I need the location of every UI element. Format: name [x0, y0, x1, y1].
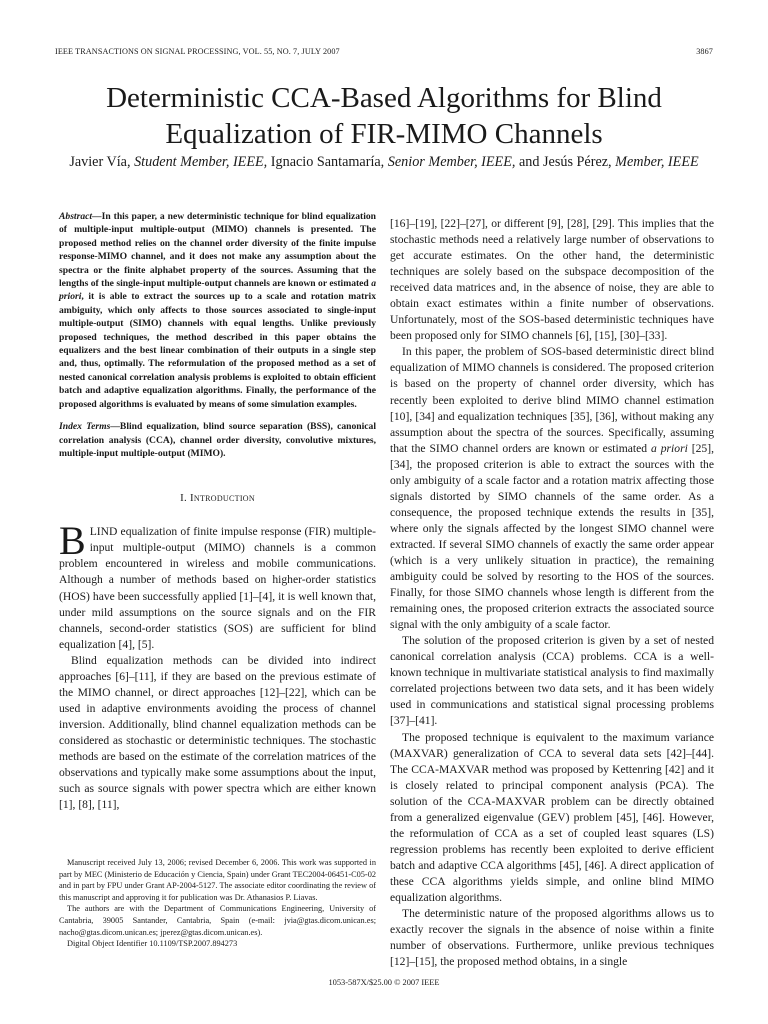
footnote-doi: Digital Object Identifier 10.1109/TSP.2007.894273	[67, 939, 238, 949]
author-2-role: Senior Member, IEEE,	[387, 154, 516, 170]
author-1-name: Javier Vía,	[69, 154, 131, 170]
author-1-role: Student Member, IEEE,	[134, 154, 268, 170]
intro-paragraph-2: Blind equalization methods can be divided into indirect approaches [6]–[11], if they are based on the previous estimate of the MIMO channel, or direct approaches [12]–[22], which can be used in adaptive environments avoiding the process of channel inversion. Additionally, blind channel equalization methods can be considered as stochastic or deterministic techniques. The stochastic methods are based on the estimate of the correlation matrices of the observations and typically make some assumptions about the input, such as source signals with power spectra which are either known [1], [8], [11],	[59, 653, 376, 812]
footnote-manuscript: Manuscript received July 13, 2006; revised December 6, 2006. This work was supported in part by MEC (Ministerio de Educación y Ciencia, Spain) under Grant TEC2004-06451-C05-02 and in part by FPU under Grant AP-2004-5127. The associate editor coordinating the review of this manuscript and approving it for publication was Dr. Athanasios P. Liavas.	[59, 858, 376, 902]
index-terms-label: Index Terms—	[59, 421, 120, 433]
title-line-1: Deterministic CCA-Based Algorithms for Blind	[106, 82, 662, 114]
footnote-affiliation: The authors are with the Department of Communications Engineering, University of Cantabria, 39005 Santander, Cantabria, Spain (e-mail: jvia@gtas.dicom.unican.es; nacho@gtas.dicom.unican.es; jperez@gtas.dicom.unican.es).	[59, 904, 376, 937]
abstract-label: Abstract—	[59, 211, 102, 222]
page-number: 3867	[696, 47, 713, 56]
right-paragraph-1: [16]–[19], [22]–[27], or different [9], [28], [29]. This implies that the stochastic methods need a relatively large number of observations to get accurate estimates. On the other hand, the deterministic techniques are solely based on the subspace decomposition of the received data matrices and, in the absence of noise, they are able to obtain exact estimates within a finite number of observations. Unfortunately, most of the SOS-based deterministic techniques have been proposed only for SIMO channels [6], [15], [30]–[33].	[390, 217, 714, 343]
intro-text	[59, 518, 376, 813]
author-line	[30, 154, 738, 171]
paper-title	[40, 80, 728, 152]
copyright-footer: 1053-587X/$25.00 © 2007 IEEE	[328, 978, 440, 987]
author-3-name: Jesús Pérez,	[543, 154, 612, 170]
index-terms-text: Blind equalization, blind source separation (BSS), canonical correlation analysis (CCA), channel order diversity, convolutive mixtures, multiple-input multiple-output (MIMO).	[59, 421, 376, 459]
right-paragraph-4: The proposed technique is equivalent to the maximum variance (MAXVAR) generalization of CCA to several data sets [42]–[44]. The CCA-MAXVAR method was proposed by Kettenring [42] and it is closely related to principal component analysis (PCA). The solution of the CCA-MAXVAR problem can be directly obtained from a generalized eigenvalue (GEV) problem [45], [46]. However, the reformulation of CCA as a set of coupled least squares (LS) regression problems has recently been exploited to derive efficient batch and adaptive CCA algorithms [45], [46]. A direct application of these CCA algorithms yields simple, and online blind MIMO equalization algorithms.	[390, 730, 714, 904]
abstract-text-2: , it is able to extract the sources up to a scale and rotation matrix ambiguity, which only affects to those sources associated to single-input multiple-output (SIMO) channels with equal lengths. Unlike previously proposed techniques, the method described in this paper obtains the equalizers and the best linear combination of their outputs in a single step and, thus, optimally. The reformulation of the proposed method as a set of nested canonical correlation analysis problems is exploited to obtain efficient batch and adaptive equalization algorithms. Finally, the performance of the proposed algorithms is evaluated by means of some simulation examples.	[59, 291, 376, 410]
intro-paragraph-1	[59, 518, 376, 652]
left-column	[59, 210, 376, 813]
intro-paragraph-1-text: LIND equalization of finite impulse response (FIR) multiple-input multiple-output (MIMO) channels is a common problem encountered in wireless and mobile communications. Although a number of methods based on higher-order statistics (HOS) have been successfully applied [1]–[4], it is well known that, under mild assumptions on the source signals and on the FIR channels, second-order statistics (SOS) are sufficient for blind equalization [4], [5].	[59, 525, 376, 651]
journal-citation: IEEE TRANSACTIONS ON SIGNAL PROCESSING, VOL. 55, NO. 7, JULY 2007	[55, 47, 340, 56]
first-page-footnote	[59, 857, 376, 950]
author-3-role: Member, IEEE	[615, 154, 699, 170]
section-number: I.	[180, 492, 187, 505]
abstract	[59, 210, 376, 411]
right-paragraph-2-apriori: a priori	[650, 441, 688, 455]
right-paragraph-2	[390, 344, 714, 633]
abstract-apriori: a priori	[59, 278, 376, 303]
right-paragraph-2b: [25], [34], the proposed criterion is able to extract the sources with the only ambiguity of a scale factor and a rotation matrix affecting those signals distorted by SIMO channels of the same order. As a consequence, the proposed technique extends the results in [35], where only the signals affected by the longest SIMO channel were extracted. If several SIMO channels of exactly the same order appear (which is a very unlikely situation in practice), the remaining ambiguity could be solved by resorting to the HOS of the sources. Finally, for those SIMO channels whose length is different from the remaining ones, the proposed criterion extracts the associated source signal with the only ambiguity of a scale factor.	[390, 441, 714, 632]
title-line-2: Equalization of FIR-MIMO Channels	[165, 118, 603, 150]
right-paragraph-3: The solution of the proposed criterion is given by a set of nested canonical correlation analysis (CCA) problems. CCA is a well-known technique in multivariate statistical analysis to find maximally correlated projections between two data sets, and it has been widely used in communications and statistical signal processing problems [37]–[41].	[390, 634, 714, 728]
right-paragraph-2a: In this paper, the problem of SOS-based deterministic direct blind equalization of MIMO channels is considered. The proposed criterion is based on the property of channel order diversity, which has recently been exploited to derive blind MIMO channel estimation [10], [34] and equalization techniques [35], [36], without making any assumption about the spectra of the sources. Specifically, assuming that the SIMO channel orders are known or estimated	[390, 345, 714, 455]
author-and: and	[518, 154, 540, 170]
index-terms	[59, 420, 376, 460]
section-heading	[59, 492, 376, 504]
author-2-name: Ignacio Santamaría,	[270, 154, 385, 170]
drop-cap: B	[59, 518, 86, 564]
abstract-text: In this paper, a new deterministic technique for blind equalization of multiple-input multiple-output (MIMO) channels is presented. The proposed method relies on the channel order diversity of the finite impulse response-MIMO channel, and it does not make any assumption about the spectra or the finite alphabet property of the sources. Assuming that the lengths of the single-input multiple-output channels are known or estimated	[59, 211, 376, 290]
right-column	[390, 216, 714, 970]
right-paragraph-5: The deterministic nature of the proposed algorithms allows us to exactly recover the signals in the absence of noise within a finite number of observations. Furthermore, unlike previous techniques [12]–[15], the proposed method obtains, in a single	[390, 907, 714, 969]
section-title: Introduction	[189, 492, 255, 505]
